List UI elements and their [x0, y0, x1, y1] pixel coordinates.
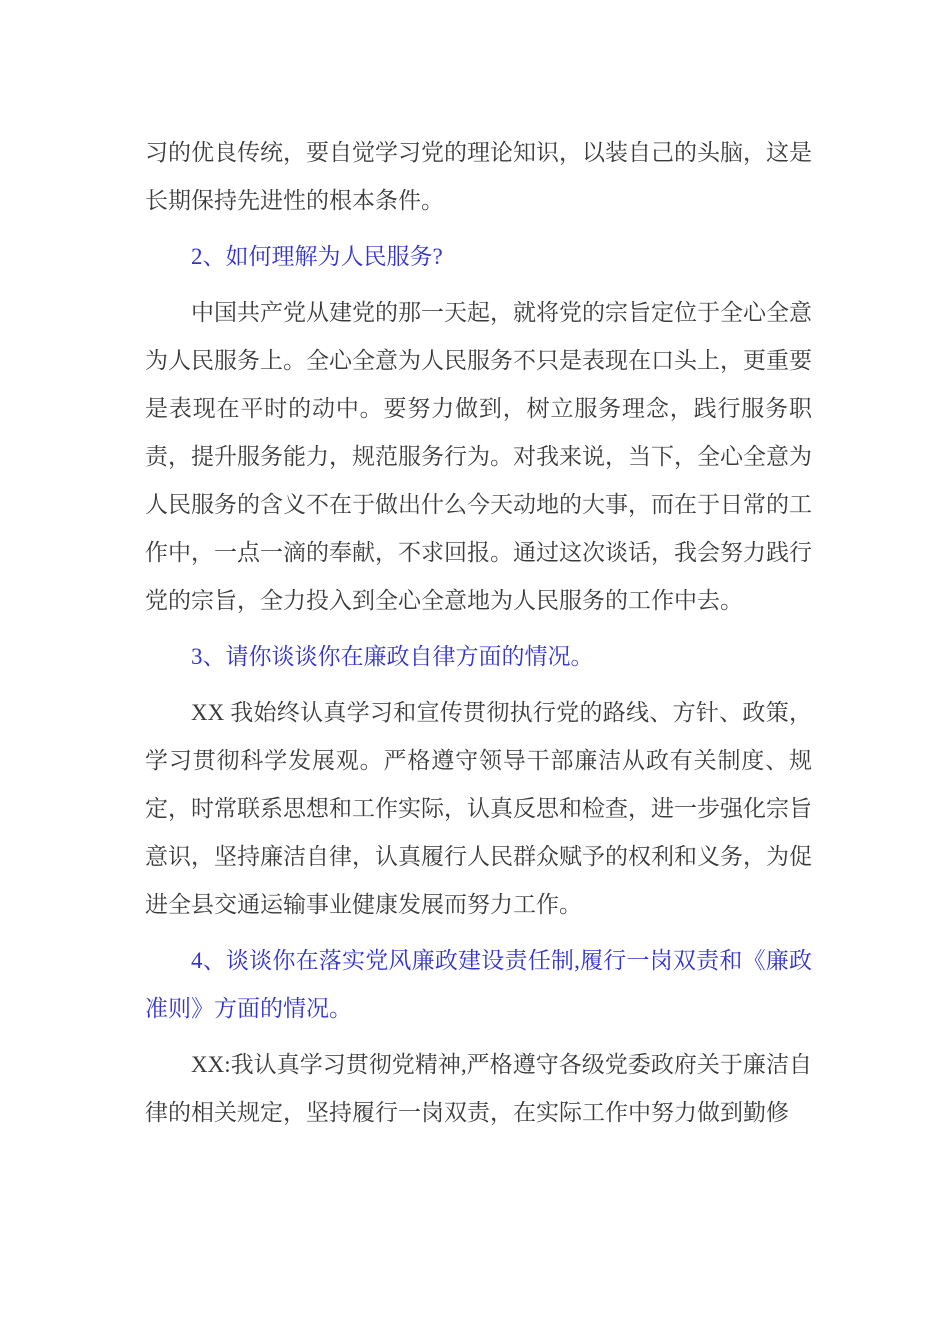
question-heading: 3、请你谈谈你在廉政自律方面的情况。 — [191, 644, 594, 669]
paragraph: XX:我认真学习贯彻党精神,严格遵守各级党委政府关于廉洁自律的相关规定，坚持履行一岗双责，在实际工作中努力做到勤修 — [145, 1052, 812, 1125]
question-heading: 2、如何理解为人民服务? — [191, 244, 443, 269]
paragraph: 习的优良传统，要自觉学习党的理论知识，以装自己的头脑，这是长期保持先进性的根本条件。 — [145, 140, 812, 213]
paragraph: 中国共产党从建党的那一天起，就将党的宗旨定位于全心全意为人民服务上。全心全意为人民服务不只是表现在口头上，更重要是表现在平时的动中。要努力做到，树立服务理念，践行服务职责，提升服务能力，规范服务行为。对我来说，当下，全心全意为人民服务的含义不在于做出什么今天动地的大事，而在于日常的工作中，一点一滴的奉献，不求回报。通过这次谈话，我会努力践行党的宗旨，全力投入到全心全意地为人民服务的工作中去。 — [145, 300, 812, 613]
question-heading: 4、谈谈你在落实党风廉政建设责任制,履行一岗双责和《廉政准则》方面的情况。 — [145, 948, 812, 1021]
paragraph: XX 我始终认真学习和宣传贯彻执行党的路线、方针、政策，学习贯彻科学发展观。严格遵守领导干部廉洁从政有关制度、规定，时常联系思想和工作实际，认真反思和检查，进一步强化宗旨意识，坚持廉洁自律，认真履行人民群众赋予的权利和义务，为促进全县交通运输事业健康发展而努力工作。 — [145, 700, 812, 917]
document-text-block — [145, 129, 812, 1137]
